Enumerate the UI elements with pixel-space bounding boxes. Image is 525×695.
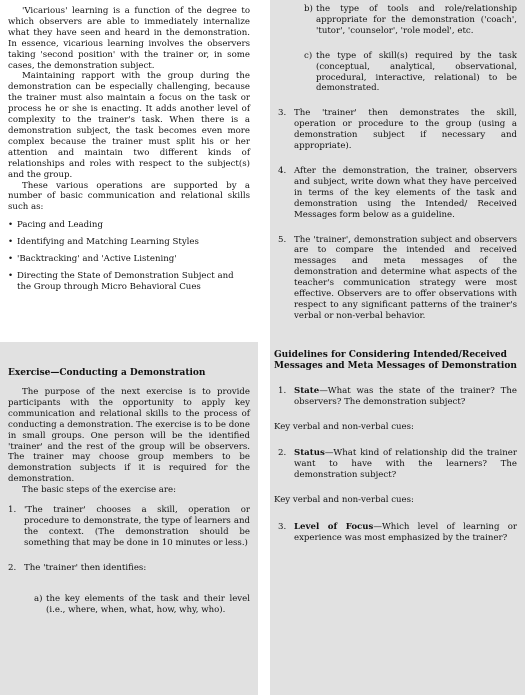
step-2	[8, 563, 250, 574]
sub-text: the key elements of the task and their level (i.e., where, when, what, how, why, who).	[46, 593, 250, 615]
list-item: • 'Backtracking' and 'Active Listening'	[8, 254, 250, 265]
step-2-sub-a	[8, 594, 250, 616]
guidelines-heading: Guidelines for Considering Intended/Received Messages and Meta Messages of Demonstration	[274, 349, 517, 371]
step-number: 3.	[278, 522, 287, 533]
skills-list	[8, 220, 250, 293]
basic-steps-intro: The basic steps of the exercise are:	[22, 485, 177, 496]
list-item: • Directing the State of Demonstration Subject and the Group through Micro Behavioral Cues	[8, 271, 250, 293]
step-5	[274, 235, 517, 322]
step-2-sub-b	[274, 4, 517, 37]
step-number: 1.	[8, 505, 17, 516]
exercise-heading: Exercise—Conducting a Demonstration	[8, 368, 206, 378]
step-text: The 'trainer' then identifies:	[24, 562, 147, 573]
guideline-question: —What kind of relationship did the trainer want to have with the learners? The demonstration subject?	[294, 448, 517, 481]
rapport-paragraph: Maintaining rapport with the group during the demonstration can be especially challenging, because the trainer must also maintain a focus on the task or process he or she is enacting. It adds another level of complexity to the trainer's task. When there is a demonstration subject, the task becomes even more complex because the trainer must split his or her attention and maintain two different kinds of relationships and roles with respect to the subject(s) and the group.	[8, 71, 250, 180]
list-item: • Identifying and Matching Learning Styles	[8, 237, 250, 248]
guideline-term: Status	[294, 448, 325, 459]
guideline-text	[294, 522, 517, 544]
exercise-box	[0, 342, 258, 695]
sub-text: the type of tools and role/relationship appropriate for the demonstration ('coach', 'tutor', 'counselor', 'role model', etc.	[316, 4, 517, 36]
step-number: 1.	[278, 385, 287, 396]
step-4	[274, 166, 517, 221]
step-text: 'The trainer' chooses a skill, operation or procedure to demonstrate, the type of learners and the context. (The demonstration should be something that may be done in 10 minutes or less.)	[24, 505, 250, 548]
step-2-sub-c	[274, 51, 517, 95]
guideline-question: —Which level of learning or experience was most emphasized by the trainer?	[294, 522, 517, 543]
step-number: 4.	[278, 165, 287, 176]
step-text: The 'trainer' then demonstrates the skill, operation or procedure to the group (using a demonstration subject if necessary and appropriate).	[294, 108, 517, 152]
step-number: 2.	[278, 448, 287, 459]
guideline-question: —What was the state of the trainer? The observers? The demonstration subject?	[294, 385, 517, 407]
list-item: • Pacing and Leading	[8, 220, 250, 231]
sub-text: the type of skill(s) required by the task (conceptual, analytical, observational, procedural, interactive, relational) to be demonstrated.	[316, 50, 517, 94]
cues-label: Key verbal and non-verbal cues:	[274, 495, 414, 506]
guideline-level-of-focus	[274, 522, 517, 544]
guideline-term: State	[294, 385, 320, 396]
guideline-term: Level of Focus	[294, 522, 374, 533]
guideline-status	[274, 448, 517, 481]
right-column	[270, 0, 525, 695]
step-3	[274, 108, 517, 152]
skills-paragraph: These various operations are supported by a number of basic communication and relational skills such as:	[8, 180, 250, 213]
step-text: After the demonstration, the trainer, observers and subject, write down what they have perceived in terms of the key elements of the task and demonstration using the Intended/ Received Messages form below as a guideline.	[294, 165, 517, 220]
cues-label: Key verbal and non-verbal cues:	[274, 421, 414, 432]
step-number: 3.	[278, 108, 287, 119]
guideline-text	[294, 448, 517, 481]
step-1	[8, 505, 250, 549]
sub-label: b)	[304, 4, 313, 14]
vicarious-learning-paragraph: 'Vicarious' learning is a function of the degree to which observers are able to immediately internalize what they have seen and heard in the demonstration. In essence, vicarious learning involves the observers taking 'second position' with the trainer or, in some cases, the demonstration subject.	[8, 6, 250, 71]
step-number: 2.	[8, 562, 17, 573]
exercise-purpose-paragraph: The purpose of the next exercise is to provide participants with the opportunity to apply key communication and relational skills to the process of conducting a demonstration. The exercise is to be done in small groups. One person will be the identified 'trainer' and the rest of the group will be observers. The trainer may choose group members to be demonstration subjects if it is required for the demonstration.	[8, 387, 250, 485]
sub-label: c)	[304, 50, 313, 61]
guideline-state	[274, 386, 517, 408]
step-number: 5.	[278, 234, 287, 245]
step-text: The 'trainer', demonstration subject and observers are to compare the intended and received messages and meta messages of the demonstration and determine what aspects of the teacher's communication strategy were most effective. Observers are to offer observations with respect to any significant patterns of the trainer's verbal or non-verbal behavior.	[294, 234, 517, 321]
guideline-text	[294, 386, 517, 408]
sub-label: a)	[34, 593, 43, 604]
left-column-text	[0, 0, 258, 299]
exercise-steps	[8, 505, 250, 615]
